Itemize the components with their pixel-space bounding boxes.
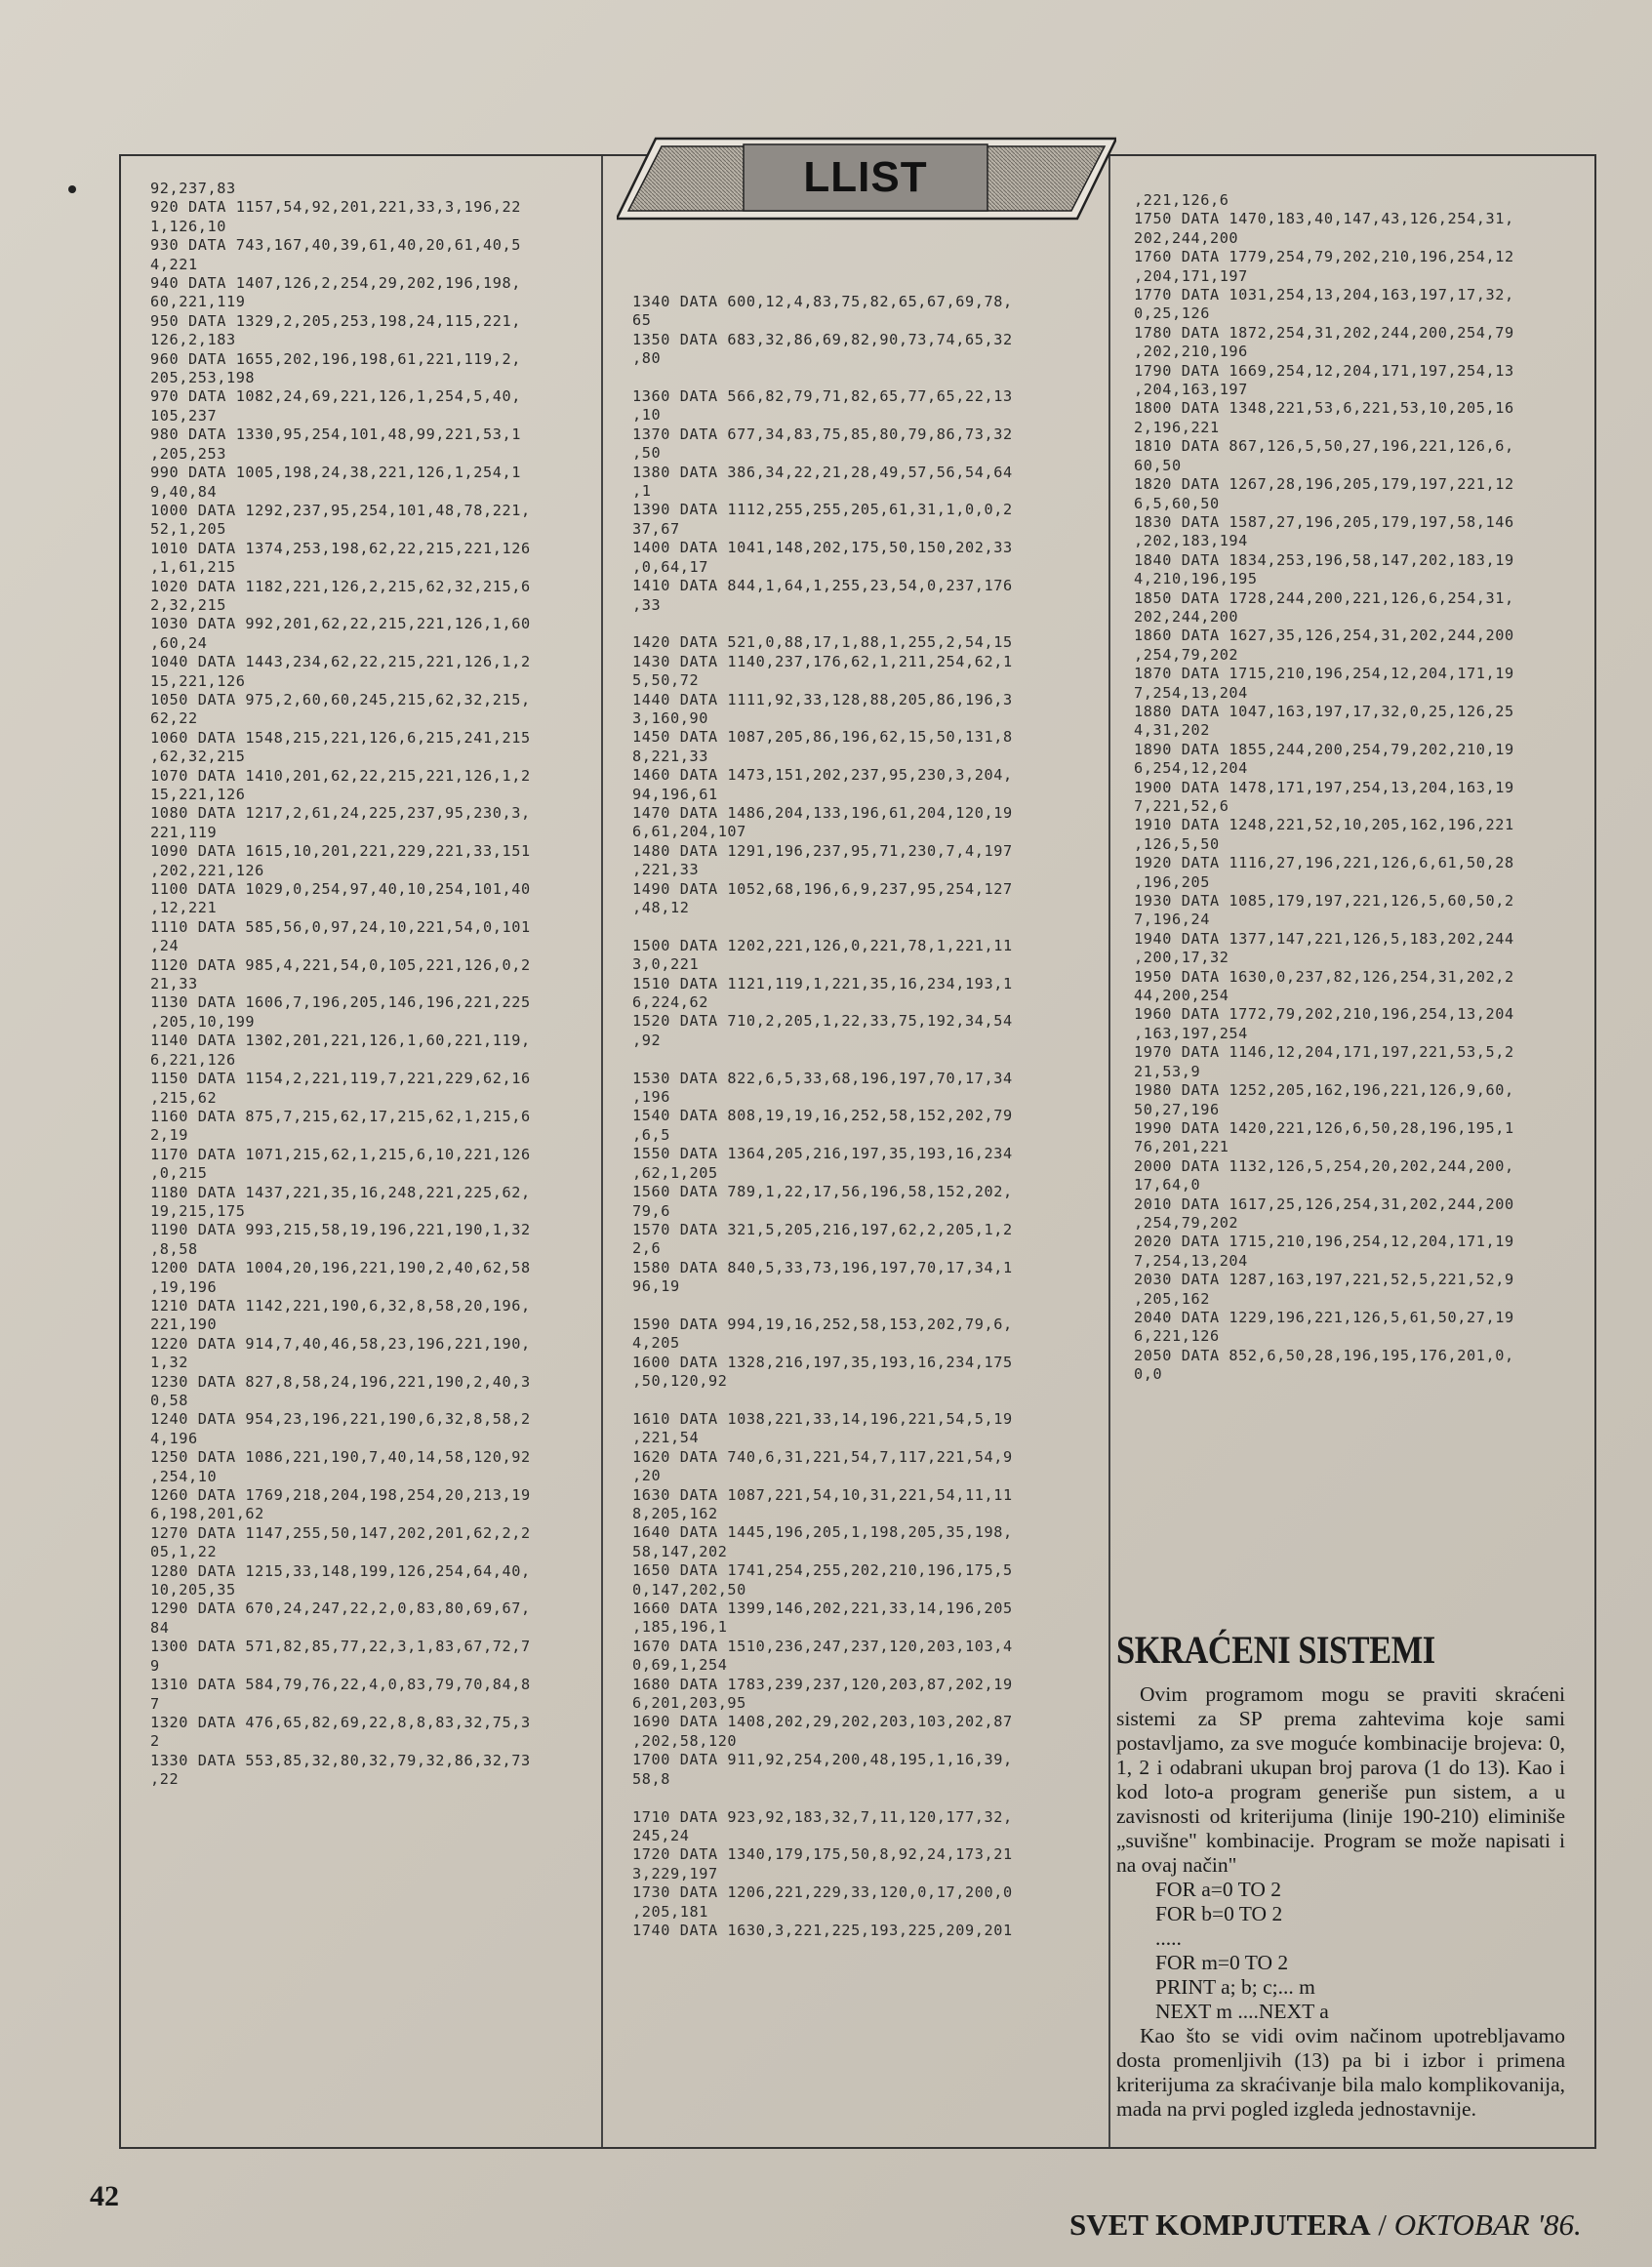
listing-line: 3,0,221 bbox=[632, 955, 700, 974]
listing-line: 1090 DATA 1615,10,201,221,229,221,33,151 bbox=[150, 842, 531, 861]
listing-line: 7,254,13,204 bbox=[1134, 1251, 1248, 1270]
listing-line: 1840 DATA 1834,253,196,58,147,202,183,19 bbox=[1134, 550, 1514, 569]
listing-line: ,204,171,197 bbox=[1134, 266, 1248, 285]
listing-line: 1130 DATA 1606,7,196,205,146,196,221,225 bbox=[150, 993, 531, 1012]
listing-line: 6,5,60,50 bbox=[1134, 494, 1220, 512]
listing-line: ,8,58 bbox=[150, 1239, 198, 1258]
listing-line: 202,244,200 bbox=[1134, 228, 1239, 247]
listing-line: ,204,163,197 bbox=[1134, 381, 1248, 399]
listing-line: 1320 DATA 476,65,82,69,22,8,8,83,32,75,3 bbox=[150, 1713, 531, 1731]
listing-line: 1930 DATA 1085,179,197,221,126,5,60,50,2 bbox=[1134, 892, 1514, 911]
listing-line: 1390 DATA 1112,255,255,205,61,31,1,0,0,2 bbox=[632, 501, 1013, 519]
listing-line: 7,254,13,204 bbox=[1134, 683, 1248, 702]
listing-line: 1170 DATA 1071,215,62,1,215,6,10,221,126 bbox=[150, 1145, 531, 1163]
listing-line: 1150 DATA 1154,2,221,119,7,221,229,62,16 bbox=[150, 1070, 531, 1088]
listing-line: 1490 DATA 1052,68,196,6,9,237,95,254,127 bbox=[632, 879, 1013, 898]
listing-line: 6,224,62 bbox=[632, 993, 708, 1012]
listing-line: 15,221,126 bbox=[150, 786, 246, 803]
listing-line: 1520 DATA 710,2,205,1,22,33,75,192,34,54 bbox=[632, 1012, 1013, 1031]
listing-line: 1920 DATA 1116,27,196,221,126,6,61,50,28 bbox=[1134, 854, 1514, 872]
listing-line: ,19,196 bbox=[150, 1277, 218, 1296]
listing-line: 76,201,221 bbox=[1134, 1138, 1229, 1156]
listing-line: ,221,126,6 bbox=[1134, 191, 1229, 209]
listing-line: 1770 DATA 1031,254,13,204,163,197,17,32, bbox=[1134, 286, 1514, 304]
listing-line: ,221,33 bbox=[632, 861, 700, 879]
listing-line: 1910 DATA 1248,221,52,10,205,162,196,221 bbox=[1134, 816, 1514, 834]
listing-line: 2020 DATA 1715,210,196,254,12,204,171,19 bbox=[1134, 1233, 1514, 1251]
listing-line: 0,69,1,254 bbox=[632, 1656, 728, 1675]
listing-line: 1960 DATA 1772,79,202,210,196,254,13,204 bbox=[1134, 1005, 1514, 1024]
listing-line: 1030 DATA 992,201,62,22,215,221,126,1,60 bbox=[150, 615, 531, 633]
listing-line: 950 DATA 1329,2,205,253,198,24,115,221, bbox=[150, 311, 522, 330]
basic-listing-col2 bbox=[632, 293, 1101, 1940]
listing-line: 221,190 bbox=[150, 1316, 218, 1334]
listing-line: 1060 DATA 1548,215,221,126,6,215,241,215 bbox=[150, 728, 531, 747]
listing-line: ,33 bbox=[632, 595, 662, 614]
listing-line: 1070 DATA 1410,201,62,22,215,221,126,1,2 bbox=[150, 766, 531, 785]
listing-line: 1020 DATA 1182,221,126,2,215,62,32,215,6 bbox=[150, 577, 531, 595]
listing-line: 1850 DATA 1728,244,200,221,126,6,254,31, bbox=[1134, 588, 1514, 607]
listing-line: 1680 DATA 1783,239,237,120,203,87,202,19 bbox=[632, 1675, 1013, 1693]
listing-line: 126,2,183 bbox=[150, 331, 236, 349]
listing-line: 1270 DATA 1147,255,50,147,202,201,62,2,2 bbox=[150, 1523, 531, 1542]
listing-line: ,202,58,120 bbox=[632, 1731, 738, 1750]
listing-line: 1710 DATA 923,92,183,32,7,11,120,177,32, bbox=[632, 1807, 1013, 1826]
listing-line: 1820 DATA 1267,28,196,205,179,197,221,12 bbox=[1134, 475, 1514, 494]
listing-line: ,185,196,1 bbox=[632, 1618, 728, 1637]
listing-line: 4,210,196,195 bbox=[1134, 570, 1258, 588]
listing-line: 0,147,202,50 bbox=[632, 1580, 746, 1599]
listing-line: ,62,1,205 bbox=[632, 1163, 718, 1182]
listing-line: 0,0 bbox=[1134, 1365, 1163, 1384]
listing-line: 6,221,126 bbox=[150, 1050, 236, 1069]
listing-line: 7,196,24 bbox=[1134, 911, 1210, 929]
listing-line: 1330 DATA 553,85,32,80,32,79,32,86,32,73 bbox=[150, 1751, 531, 1769]
listing-line bbox=[632, 917, 1101, 936]
basic-listing-col1 bbox=[150, 180, 593, 1790]
listing-line: ,1,61,215 bbox=[150, 558, 236, 577]
listing-line: 1580 DATA 840,5,33,73,196,197,70,17,34,1 bbox=[632, 1258, 1013, 1276]
issue-date: OKTOBAR '86. bbox=[1393, 2207, 1582, 2242]
listing-line: 2 bbox=[150, 1732, 160, 1751]
listing-line: ,254,79,202 bbox=[1134, 645, 1239, 664]
listing-line: 1380 DATA 386,34,22,21,28,49,57,56,54,64 bbox=[632, 463, 1013, 481]
listing-line: 4,205 bbox=[632, 1334, 680, 1353]
listing-line: 5,50,72 bbox=[632, 671, 700, 690]
listing-line: 1290 DATA 670,24,247,22,2,0,83,80,69,67, bbox=[150, 1599, 531, 1618]
listing-line: ,1 bbox=[632, 482, 652, 501]
listing-line: 1570 DATA 321,5,205,216,197,62,2,205,1,2 bbox=[632, 1220, 1013, 1238]
listing-line: 3,160,90 bbox=[632, 708, 708, 727]
listing-line: 1650 DATA 1741,254,255,202,210,196,175,5 bbox=[632, 1561, 1013, 1580]
page-number: 42 bbox=[90, 2180, 119, 2212]
listing-line: 94,196,61 bbox=[632, 785, 718, 803]
listing-line: 1210 DATA 1142,221,190,6,32,8,58,20,196, bbox=[150, 1296, 531, 1315]
listing-line: 60,221,119 bbox=[150, 293, 246, 311]
listing-line: 1050 DATA 975,2,60,60,245,215,62,32,215, bbox=[150, 690, 531, 708]
listing-line: ,62,32,215 bbox=[150, 748, 246, 766]
listing-line: 1140 DATA 1302,201,221,126,1,60,221,119, bbox=[150, 1032, 531, 1050]
listing-line: 1980 DATA 1252,205,162,196,221,126,9,60, bbox=[1134, 1081, 1514, 1100]
listing-line: 1660 DATA 1399,146,202,221,33,14,196,205 bbox=[632, 1599, 1013, 1618]
listing-line: 221,119 bbox=[150, 823, 218, 841]
listing-column-2 bbox=[603, 156, 1110, 2147]
listing-line: 1190 DATA 993,215,58,19,196,221,190,1,32 bbox=[150, 1221, 531, 1239]
listing-line: 7,221,52,6 bbox=[1134, 797, 1229, 815]
listing-line: 92,237,83 bbox=[150, 180, 236, 197]
listing-line: 0,25,126 bbox=[1134, 304, 1210, 323]
listing-line: 2030 DATA 1287,163,197,221,52,5,221,52,9 bbox=[1134, 1271, 1514, 1289]
llist-banner bbox=[617, 131, 1116, 224]
listing-line: 1990 DATA 1420,221,126,6,50,28,196,195,1 bbox=[1134, 1118, 1514, 1137]
listing-line: ,200,17,32 bbox=[1134, 949, 1229, 967]
listing-line: 960 DATA 1655,202,196,198,61,221,119,2, bbox=[150, 349, 522, 368]
listing-line: 1880 DATA 1047,163,197,17,32,0,25,126,25 bbox=[1134, 702, 1514, 720]
listing-line: 1790 DATA 1669,254,12,204,171,197,254,13 bbox=[1134, 361, 1514, 380]
listing-line: 1590 DATA 994,19,16,252,58,153,202,79,6, bbox=[632, 1315, 1013, 1333]
listing-line: 1530 DATA 822,6,5,33,68,196,197,70,17,34 bbox=[632, 1069, 1013, 1087]
listing-line: 1450 DATA 1087,205,86,196,62,15,50,131,8 bbox=[632, 728, 1013, 747]
listing-line: 1280 DATA 1215,33,148,199,126,254,64,40, bbox=[150, 1561, 531, 1580]
listing-line: ,202,210,196 bbox=[1134, 343, 1248, 361]
listing-line: 3,229,197 bbox=[632, 1864, 718, 1882]
listing-line: 1500 DATA 1202,221,126,0,221,78,1,221,11 bbox=[632, 936, 1013, 954]
listing-line: ,50,120,92 bbox=[632, 1372, 728, 1391]
listing-line: 245,24 bbox=[632, 1826, 690, 1844]
listing-line: 1670 DATA 1510,236,247,237,120,203,103,4 bbox=[632, 1637, 1013, 1655]
listing-line: ,205,162 bbox=[1134, 1289, 1210, 1308]
banner-title: LLIST bbox=[803, 153, 928, 201]
listing-line: 1410 DATA 844,1,64,1,255,23,54,0,237,176 bbox=[632, 577, 1013, 595]
listing-line: 7 bbox=[150, 1694, 160, 1713]
listing-line: ,0,215 bbox=[150, 1164, 208, 1183]
listing-line: ,60,24 bbox=[150, 633, 208, 652]
listing-line: ,205,253 bbox=[150, 444, 226, 463]
article-code-line: FOR m=0 TO 2 bbox=[1155, 1951, 1289, 1974]
listing-line: 1900 DATA 1478,171,197,254,13,204,163,19 bbox=[1134, 778, 1514, 796]
listing-line: 60,50 bbox=[1134, 456, 1182, 474]
listing-line: 2010 DATA 1617,25,126,254,31,202,244,200 bbox=[1134, 1194, 1514, 1213]
listing-line: 1250 DATA 1086,221,190,7,40,14,58,120,92 bbox=[150, 1448, 531, 1467]
listing-line: 1480 DATA 1291,196,237,95,71,230,7,4,197 bbox=[632, 841, 1013, 860]
listing-line: 1720 DATA 1340,179,175,50,8,92,24,173,21 bbox=[632, 1845, 1013, 1864]
listing-line: 2000 DATA 1132,126,5,254,20,202,244,200, bbox=[1134, 1156, 1514, 1175]
listing-line: 1470 DATA 1486,204,133,196,61,204,120,19 bbox=[632, 803, 1013, 822]
listing-line: 1890 DATA 1855,244,200,254,79,202,210,19 bbox=[1134, 740, 1514, 758]
listing-line: 1870 DATA 1715,210,196,254,12,204,171,19 bbox=[1134, 665, 1514, 683]
listing-line: 05,1,22 bbox=[150, 1543, 218, 1561]
listing-line: ,163,197,254 bbox=[1134, 1024, 1248, 1042]
listing-line: ,205,181 bbox=[632, 1902, 708, 1921]
listing-line: 1180 DATA 1437,221,35,16,248,221,225,62, bbox=[150, 1183, 531, 1201]
listing-line: 1240 DATA 954,23,196,221,190,6,32,8,58,2 bbox=[150, 1410, 531, 1429]
listing-line: 1860 DATA 1627,35,126,254,31,202,244,200 bbox=[1134, 627, 1514, 645]
listing-line: 105,237 bbox=[150, 406, 218, 425]
listing-line: 8,205,162 bbox=[632, 1505, 718, 1522]
listing-line: ,205,10,199 bbox=[150, 1012, 256, 1031]
listing-line: 1100 DATA 1029,0,254,97,40,10,254,101,40 bbox=[150, 880, 531, 899]
listing-line: 1080 DATA 1217,2,61,24,225,237,95,230,3, bbox=[150, 804, 531, 823]
listing-line: 21,53,9 bbox=[1134, 1062, 1201, 1080]
listing-line: 1200 DATA 1004,20,196,221,190,2,40,62,58 bbox=[150, 1259, 531, 1277]
listing-line: ,80 bbox=[632, 349, 662, 368]
listing-line: 1430 DATA 1140,237,176,62,1,211,254,62,1 bbox=[632, 652, 1013, 670]
listing-line: 1510 DATA 1121,119,1,221,35,16,234,193,1 bbox=[632, 974, 1013, 992]
listing-line: 1560 DATA 789,1,22,17,56,196,58,152,202, bbox=[632, 1183, 1013, 1201]
listing-line: 4,31,202 bbox=[1134, 721, 1210, 740]
listing-line bbox=[632, 615, 1101, 633]
listing-line: 920 DATA 1157,54,92,201,221,33,3,196,22 bbox=[150, 198, 522, 217]
magazine-name: SVET KOMPJUTERA bbox=[1069, 2207, 1371, 2242]
listing-line: 1610 DATA 1038,221,33,14,196,221,54,5,19 bbox=[632, 1409, 1013, 1428]
listing-line: 2,6 bbox=[632, 1239, 662, 1258]
article-code-line: FOR a=0 TO 2 bbox=[1155, 1878, 1281, 1901]
listing-line: 37,67 bbox=[632, 519, 680, 538]
listing-line: 1950 DATA 1630,0,237,82,126,254,31,202,2 bbox=[1134, 967, 1514, 986]
listing-line: 6,221,126 bbox=[1134, 1327, 1220, 1346]
listing-line: 1780 DATA 1872,254,31,202,244,200,254,79 bbox=[1134, 323, 1514, 342]
listing-line: 1940 DATA 1377,147,221,126,5,183,202,244 bbox=[1134, 929, 1514, 948]
listing-line: 4,196 bbox=[150, 1429, 198, 1447]
listing-line: 84 bbox=[150, 1618, 170, 1637]
listing-line: ,10 bbox=[632, 406, 662, 425]
listing-line: 9 bbox=[150, 1656, 160, 1675]
listing-line: 4,221 bbox=[150, 255, 198, 273]
listing-line: ,48,12 bbox=[632, 899, 690, 916]
listing-line: 6,61,204,107 bbox=[632, 823, 746, 841]
listing-line: ,20 bbox=[632, 1467, 662, 1485]
listing-line: ,254,10 bbox=[150, 1467, 218, 1485]
listing-line: ,12,221 bbox=[150, 899, 218, 917]
listing-line: 1,32 bbox=[150, 1354, 188, 1372]
listing-line: 1300 DATA 571,82,85,77,22,3,1,83,67,72,7 bbox=[150, 1638, 531, 1656]
listing-line: 19,215,175 bbox=[150, 1201, 246, 1220]
bullet-mark bbox=[68, 185, 76, 193]
article-code-line: NEXT m ....NEXT a bbox=[1155, 2000, 1329, 2023]
listing-line bbox=[632, 369, 1101, 387]
listing-line: 1260 DATA 1769,218,204,198,254,20,213,19 bbox=[150, 1486, 531, 1505]
listing-line: 1620 DATA 740,6,31,221,54,7,117,221,54,9 bbox=[632, 1447, 1013, 1466]
listing-line: 1370 DATA 677,34,83,75,85,80,79,86,73,32 bbox=[632, 425, 1013, 443]
listing-line: 1160 DATA 875,7,215,62,17,215,62,1,215,6 bbox=[150, 1107, 531, 1125]
listing-line: 6,254,12,204 bbox=[1134, 759, 1248, 778]
listing-line: 930 DATA 743,167,40,39,61,40,20,61,40,5 bbox=[150, 236, 522, 255]
listing-line: 15,221,126 bbox=[150, 671, 246, 690]
listing-line: ,215,62 bbox=[150, 1088, 218, 1107]
listing-line: 65 bbox=[632, 311, 652, 330]
listing-line: 58,147,202 bbox=[632, 1542, 728, 1560]
listing-line: 2,19 bbox=[150, 1126, 188, 1145]
listing-line: 1690 DATA 1408,202,29,202,203,103,202,87 bbox=[632, 1713, 1013, 1731]
article-paragraph-2: Kao što se vidi ovim načinom upotrebljavamo dosta promenljivih (13) pa bi i izbor i primena kriterijuma za skraćivanje bila malo komplikovanija, mada na prvi pogled izgleda jednostavnije. bbox=[1116, 2024, 1565, 2121]
listing-line: 1120 DATA 985,4,221,54,0,105,221,126,0,2 bbox=[150, 955, 531, 974]
article-code-line: PRINT a; b; c;... m bbox=[1155, 1975, 1315, 1999]
listing-line: 1600 DATA 1328,216,197,35,193,16,234,175 bbox=[632, 1353, 1013, 1371]
listing-line: 1110 DATA 585,56,0,97,24,10,221,54,0,101 bbox=[150, 917, 531, 936]
article-code-line: ..... bbox=[1155, 1926, 1182, 1950]
listing-line: 2050 DATA 852,6,50,28,196,195,176,201,0, bbox=[1134, 1346, 1514, 1364]
listing-line: 2040 DATA 1229,196,221,126,5,61,50,27,19 bbox=[1134, 1308, 1514, 1326]
listing-line bbox=[632, 1297, 1101, 1316]
listing-line: 2,32,215 bbox=[150, 595, 226, 614]
listing-line: 1350 DATA 683,32,86,69,82,90,73,74,65,32 bbox=[632, 330, 1013, 348]
listing-line: 1750 DATA 1470,183,40,147,43,126,254,31, bbox=[1134, 210, 1514, 228]
listing-line: 1440 DATA 1111,92,33,128,88,205,86,196,3 bbox=[632, 690, 1013, 708]
listing-line: 10,205,35 bbox=[150, 1581, 236, 1599]
listing-line: ,221,54 bbox=[632, 1429, 700, 1447]
listing-line: 44,200,254 bbox=[1134, 987, 1229, 1005]
listing-line: ,0,64,17 bbox=[632, 557, 708, 576]
listing-line: 17,64,0 bbox=[1134, 1176, 1201, 1194]
listing-line: ,22 bbox=[150, 1770, 180, 1789]
listing-line: ,50 bbox=[632, 444, 662, 463]
listing-line: 1970 DATA 1146,12,204,171,197,221,53,5,2 bbox=[1134, 1043, 1514, 1062]
listing-line: 1230 DATA 827,8,58,24,196,221,190,2,40,3 bbox=[150, 1372, 531, 1391]
article-code-line: FOR b=0 TO 2 bbox=[1155, 1902, 1283, 1925]
listing-line: 1420 DATA 521,0,88,17,1,88,1,255,2,54,15 bbox=[632, 633, 1013, 652]
listing-line: 1,126,10 bbox=[150, 217, 226, 235]
listing-line: 62,22 bbox=[150, 709, 198, 728]
listing-line: 1220 DATA 914,7,40,46,58,23,196,221,190, bbox=[150, 1334, 531, 1353]
listing-line bbox=[632, 1050, 1101, 1069]
listing-line: 1040 DATA 1443,234,62,22,215,221,126,1,2 bbox=[150, 653, 531, 671]
listing-line: 970 DATA 1082,24,69,221,126,1,254,5,40, bbox=[150, 387, 522, 406]
listing-line: 1310 DATA 584,79,76,22,4,0,83,79,70,84,8 bbox=[150, 1676, 531, 1694]
listing-line: ,202,183,194 bbox=[1134, 532, 1248, 550]
listing-line: 1700 DATA 911,92,254,200,48,195,1,16,39, bbox=[632, 1751, 1013, 1769]
listing-line: 1400 DATA 1041,148,202,175,50,150,202,33 bbox=[632, 539, 1013, 557]
listing-line: 980 DATA 1330,95,254,101,48,99,221,53,1 bbox=[150, 425, 522, 444]
listing-line: ,24 bbox=[150, 937, 180, 955]
listing-line: 1810 DATA 867,126,5,50,27,196,221,126,6, bbox=[1134, 437, 1514, 456]
listing-line: ,6,5 bbox=[632, 1125, 670, 1144]
listing-line: 8,221,33 bbox=[632, 747, 708, 765]
listing-line: 52,1,205 bbox=[150, 520, 226, 539]
footer-separator: / bbox=[1370, 2207, 1394, 2242]
listing-line: 1630 DATA 1087,221,54,10,31,221,54,11,11 bbox=[632, 1485, 1013, 1504]
listing-column-1 bbox=[121, 156, 603, 2147]
listing-line: 21,33 bbox=[150, 975, 198, 993]
listing-line: ,254,79,202 bbox=[1134, 1213, 1239, 1232]
listing-line: 940 DATA 1407,126,2,254,29,202,196,198, bbox=[150, 274, 522, 293]
listing-line: 1800 DATA 1348,221,53,6,221,53,10,205,16 bbox=[1134, 399, 1514, 418]
listing-line: 205,253,198 bbox=[150, 369, 256, 387]
listing-line: 79,6 bbox=[632, 1201, 670, 1220]
listing-line bbox=[632, 1789, 1101, 1807]
listing-line: 1000 DATA 1292,237,95,254,101,48,78,221, bbox=[150, 501, 531, 519]
listing-line: 1640 DATA 1445,196,205,1,198,205,35,198, bbox=[632, 1523, 1013, 1542]
listing-line: 58,8 bbox=[632, 1769, 670, 1788]
listing-line: ,126,5,50 bbox=[1134, 834, 1220, 853]
listing-line: ,202,221,126 bbox=[150, 861, 264, 879]
listing-line: 1360 DATA 566,82,79,71,82,65,77,65,22,13 bbox=[632, 387, 1013, 406]
listing-line: 202,244,200 bbox=[1134, 607, 1239, 626]
listing-line: 1460 DATA 1473,151,202,237,95,230,3,204, bbox=[632, 766, 1013, 785]
listing-line: 6,201,203,95 bbox=[632, 1694, 746, 1713]
listing-line: 1830 DATA 1587,27,196,205,179,197,58,146 bbox=[1134, 512, 1514, 531]
listing-line: 1760 DATA 1779,254,79,202,210,196,254,12 bbox=[1134, 248, 1514, 266]
article-skraceni-sistemi bbox=[1116, 1628, 1565, 2122]
article-title: SKRAĆENI SISTEMI bbox=[1116, 1628, 1435, 1672]
magazine-footer bbox=[1069, 2207, 1596, 2243]
listing-line: 6,198,201,62 bbox=[150, 1505, 264, 1523]
listing-line bbox=[632, 1392, 1101, 1410]
listing-line: 1010 DATA 1374,253,198,62,22,215,221,126 bbox=[150, 539, 531, 557]
listing-line: 1730 DATA 1206,221,229,33,120,0,17,200,0 bbox=[632, 1883, 1013, 1902]
listing-line: 990 DATA 1005,198,24,38,221,126,1,254,1 bbox=[150, 464, 522, 482]
listing-line: 1740 DATA 1630,3,221,225,193,225,209,201 bbox=[632, 1921, 1013, 1939]
basic-listing-col3 bbox=[1134, 191, 1587, 1385]
listing-line: 1550 DATA 1364,205,216,197,35,193,16,234 bbox=[632, 1145, 1013, 1163]
listing-line: 2,196,221 bbox=[1134, 418, 1220, 436]
listing-line: 1340 DATA 600,12,4,83,75,82,65,67,69,78, bbox=[632, 293, 1013, 310]
listing-line: 1540 DATA 808,19,19,16,252,58,152,202,79 bbox=[632, 1107, 1013, 1125]
listing-line: 50,27,196 bbox=[1134, 1100, 1220, 1118]
listing-line: ,196,205 bbox=[1134, 872, 1210, 891]
article-paragraph-1: Ovim programom mogu se praviti skraćeni sistemi za SP prema zahtevima koje sami postavljamo, za sve moguće kombinacije brojeva: 0, 1, 2 i odabrani ukupan broj parova (1 do 13). Kao i kod loto-a program generiše pun sistem, a u zavisnosti od kriterijuma (linije 190-210) eliminiše „suvišne" kombinacije. Program se može napisati i na ovaj način" bbox=[1116, 1682, 1565, 1877]
listing-line: 96,19 bbox=[632, 1277, 680, 1296]
article-code-block bbox=[1116, 1878, 1565, 2024]
listing-line: 0,58 bbox=[150, 1392, 188, 1409]
listing-line: ,196 bbox=[632, 1088, 670, 1107]
listing-line: 9,40,84 bbox=[150, 482, 218, 501]
listing-line: ,92 bbox=[632, 1031, 662, 1049]
